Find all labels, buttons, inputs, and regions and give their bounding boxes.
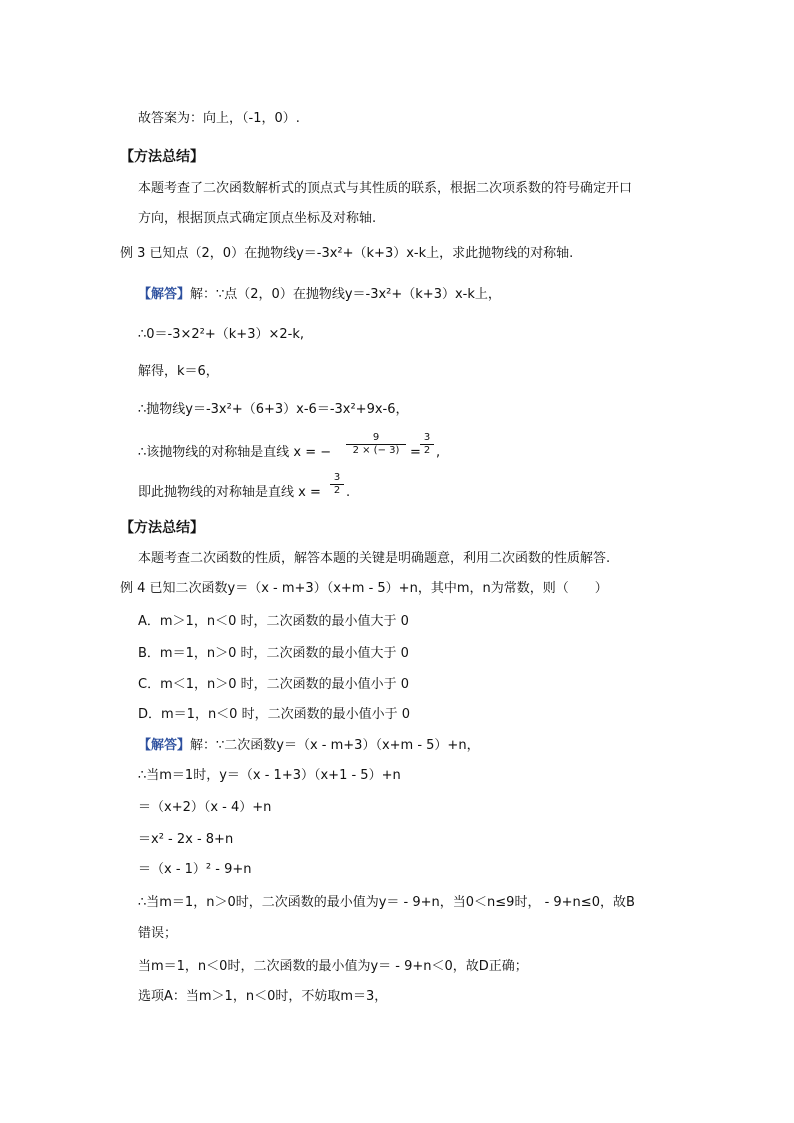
answer-line: 故答案为：向上，（-1，0）.: [138, 111, 300, 126]
solution-line: 选项A：当m＞1，n＜0时，不妨取m＝3，: [138, 989, 388, 1004]
fraction-numerator: 3: [420, 432, 434, 445]
period: .: [346, 485, 351, 500]
solution-text: 解：∵二次函数y＝（x - m+3）（x+m - 5）+n，: [190, 738, 480, 753]
solution-line: 错误；: [138, 926, 178, 941]
fraction-numerator: 3: [330, 472, 344, 485]
solution-line: 当m＝1，n＜0时，二次函数的最小值为y＝ - 9+n＜0，故D正确；: [138, 959, 528, 974]
method-summary-heading: 【方法总结】: [120, 149, 204, 165]
comma: ,: [436, 445, 441, 460]
solution-line: ∴当m＝1时，y＝（x - 1+3）（x+1 - 5）+n: [138, 768, 401, 783]
solution-line: ∴0＝-3×2²+（k+3）×2-k,: [138, 327, 304, 342]
example-4-question: 例 4 已知二次函数y＝（x - m+3）（x+m - 5）+n，其中m，n为常数，则（ ）: [120, 581, 608, 596]
fraction-denominator: 2: [333, 485, 341, 496]
fraction: [346, 432, 406, 457]
solution-tag: 【解答】: [138, 738, 191, 753]
solution-line: ＝（x - 1）² - 9+n: [138, 862, 252, 877]
solution-text: 解：∵点（2，0）在抛物线y＝-3x²+（k+3）x-k上，: [190, 287, 501, 302]
solution-line: [138, 737, 480, 755]
method-summary-heading: 【方法总结】: [120, 520, 204, 536]
summary-text-line: 本题考查了二次函数解析式的顶点式与其性质的联系，根据二次项系数的符号确定开口: [138, 181, 633, 196]
solution-line: ∴抛物线y＝-3x²+（6+3）x-6＝-3x²+9x-6，: [138, 402, 409, 417]
solution-line: 解得，k＝6，: [138, 364, 219, 379]
solution-line: ＝x² - 2x - 8+n: [138, 832, 234, 847]
fraction-numerator: 9: [346, 432, 406, 445]
equals-sign: =: [410, 445, 421, 460]
option-a: A．m＞1，n＜0 时，二次函数的最小值大于 0: [138, 614, 409, 629]
fraction-denominator: 2: [423, 445, 431, 456]
fraction: [420, 432, 434, 457]
axis-conclusion-text: 即此抛物线的对称轴是直线 x =: [138, 485, 321, 500]
solution-tag: 【解答】: [138, 287, 191, 302]
axis-line-text: ∴该抛物线的对称轴是直线 x = −: [138, 445, 332, 460]
solution-line: ＝（x+2）（x - 4）+n: [138, 800, 272, 815]
fraction: [330, 472, 344, 497]
solution-line: [138, 286, 501, 304]
fraction-denominator: 2 × (− 3): [352, 445, 400, 456]
summary-text-line: 方向，根据顶点式确定顶点坐标及对称轴.: [138, 211, 377, 226]
option-b: B．m＝1，n＞0 时，二次函数的最小值大于 0: [138, 646, 409, 661]
option-c: C．m＜1，n＞0 时，二次函数的最小值小于 0: [138, 677, 410, 692]
summary-text-line: 本题考查二次函数的性质，解答本题的关键是明确题意，利用二次函数的性质解答.: [138, 551, 611, 566]
example-3-question: 例 3 已知点（2，0）在抛物线y＝-3x²+（k+3）x-k上，求此抛物线的对称轴.: [120, 246, 574, 261]
option-d: D．m＝1，n＜0 时，二次函数的最小值小于 0: [138, 707, 410, 722]
solution-line: ∴当m＝1，n＞0时，二次函数的最小值为y＝ - 9+n，当0＜n≤9时， - 9+n≤0，故B: [138, 895, 635, 910]
